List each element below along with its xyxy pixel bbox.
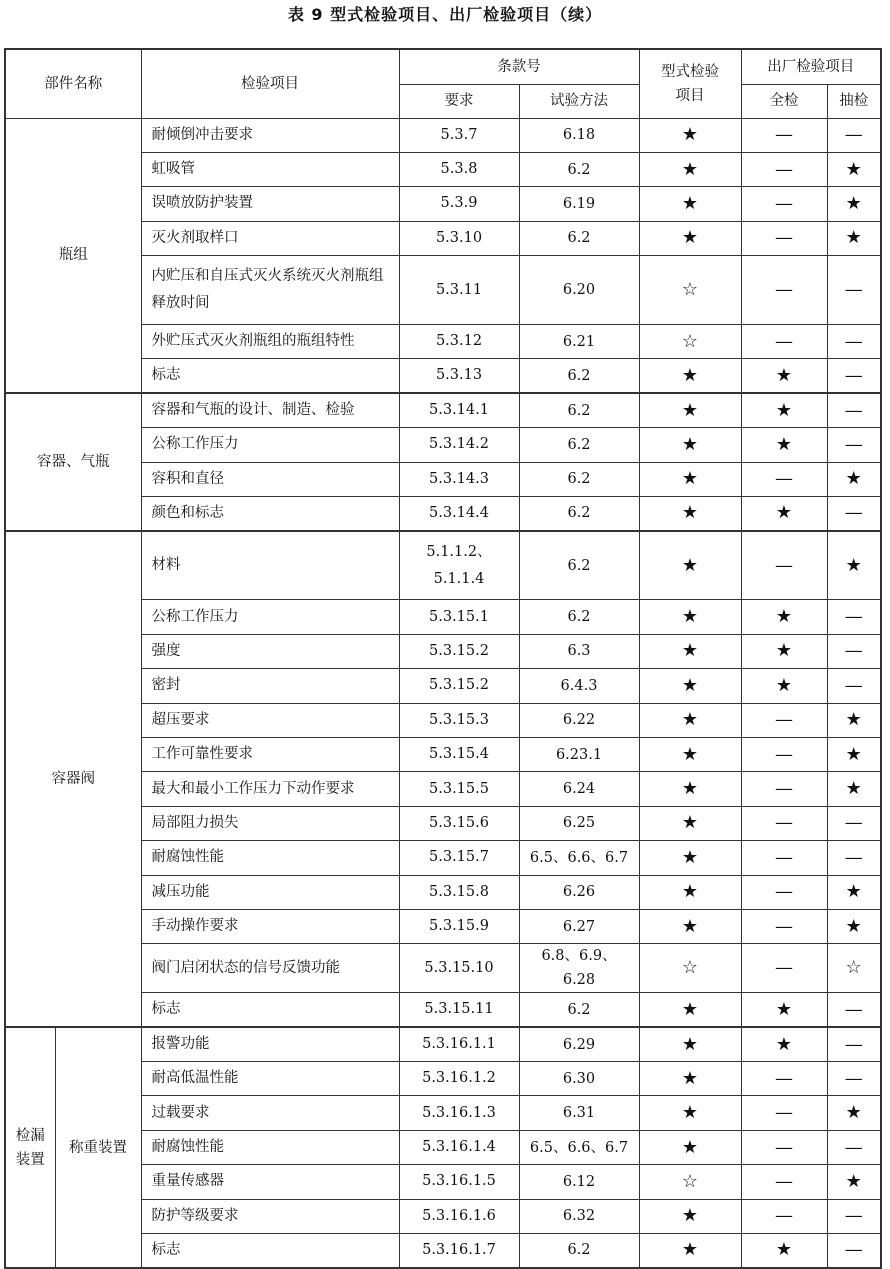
- item-name: 强度: [141, 634, 399, 668]
- requirement-clause: 5.3.16.1.4: [399, 1130, 519, 1164]
- type-test-mark: ★: [639, 1130, 741, 1164]
- table-body: [5, 118, 881, 1268]
- requirement-clause: 5.3.13: [399, 359, 519, 393]
- requirement-clause: 5.3.9: [399, 187, 519, 221]
- type-test-mark: ★: [639, 600, 741, 634]
- item-name: 工作可靠性要求: [141, 737, 399, 771]
- item-name: 标志: [141, 359, 399, 393]
- sample-check-mark: —: [827, 428, 881, 462]
- sample-check-mark: —: [827, 993, 881, 1027]
- item-name: 减压功能: [141, 875, 399, 909]
- type-test-mark: ★: [639, 359, 741, 393]
- full-check-mark: —: [741, 1130, 827, 1164]
- header-requirement: 要求: [399, 84, 519, 118]
- type-test-mark: ★: [639, 703, 741, 737]
- type-test-mark: ★: [639, 993, 741, 1027]
- sample-check-mark: —: [827, 634, 881, 668]
- full-check-mark: —: [741, 1062, 827, 1096]
- header-test-method: 试验方法: [519, 84, 639, 118]
- full-check-mark: ★: [741, 993, 827, 1027]
- test-method-clause: 6.2: [519, 428, 639, 462]
- item-name: 灭火剂取样口: [141, 221, 399, 255]
- table-row: [5, 1027, 881, 1061]
- requirement-clause: 5.3.15.8: [399, 875, 519, 909]
- test-method-clause: 6.32: [519, 1199, 639, 1233]
- test-method-clause: 6.24: [519, 772, 639, 806]
- sample-check-mark: —: [827, 1062, 881, 1096]
- sample-check-mark: —: [827, 806, 881, 840]
- test-method-clause: 6.3: [519, 634, 639, 668]
- full-check-mark: ★: [741, 1234, 827, 1268]
- test-method-clause: 6.2: [519, 462, 639, 496]
- sample-check-mark: —: [827, 600, 881, 634]
- sample-check-mark: —: [827, 256, 881, 325]
- requirement-clause: 5.3.15.2: [399, 634, 519, 668]
- type-test-mark: ★: [639, 428, 741, 462]
- sample-check-mark: ★: [827, 531, 881, 600]
- sample-check-mark: —: [827, 1027, 881, 1061]
- type-test-mark: ★: [639, 841, 741, 875]
- group-container-valve: 容器阀: [5, 531, 141, 1027]
- full-check-mark: ★: [741, 1027, 827, 1061]
- test-method-clause: 6.22: [519, 703, 639, 737]
- requirement-clause: 5.3.14.4: [399, 497, 519, 531]
- sample-check-mark: ★: [827, 703, 881, 737]
- requirement-clause: 5.3.15.10: [399, 944, 519, 993]
- item-name: 公称工作压力: [141, 600, 399, 634]
- sample-check-mark: —: [827, 1199, 881, 1233]
- sample-check-mark: —: [827, 497, 881, 531]
- item-name: 误喷放防护装置: [141, 187, 399, 221]
- requirement-clause: 5.3.10: [399, 221, 519, 255]
- type-test-mark: ★: [639, 909, 741, 943]
- sample-check-mark: ★: [827, 772, 881, 806]
- full-check-mark: —: [741, 944, 827, 993]
- header-sample-check: 抽检: [827, 84, 881, 118]
- table-row: [5, 393, 881, 427]
- type-test-mark: ★: [639, 806, 741, 840]
- requirement-clause: 5.3.8: [399, 152, 519, 186]
- item-name: 过载要求: [141, 1096, 399, 1130]
- sample-check-mark: —: [827, 325, 881, 359]
- inspection-table: [4, 48, 882, 1269]
- item-name: 颜色和标志: [141, 497, 399, 531]
- test-method-clause: 6.12: [519, 1165, 639, 1199]
- requirement-clause: 5.3.15.3: [399, 703, 519, 737]
- full-check-mark: —: [741, 909, 827, 943]
- full-check-mark: ★: [741, 669, 827, 703]
- type-test-mark: ★: [639, 497, 741, 531]
- type-test-mark: ★: [639, 1096, 741, 1130]
- header-clause: 条款号: [399, 49, 639, 84]
- test-method-clause: 6.25: [519, 806, 639, 840]
- type-test-mark: ★: [639, 152, 741, 186]
- test-method-clause: 6.27: [519, 909, 639, 943]
- type-test-mark: ★: [639, 1027, 741, 1061]
- test-method-clause: 6.2: [519, 359, 639, 393]
- item-name: 外贮压式灭火剂瓶组的瓶组特性: [141, 325, 399, 359]
- item-name: 手动操作要求: [141, 909, 399, 943]
- requirement-clause: 5.3.15.5: [399, 772, 519, 806]
- test-method-clause: 6.31: [519, 1096, 639, 1130]
- item-name: 虹吸管: [141, 152, 399, 186]
- header-full-check: 全检: [741, 84, 827, 118]
- sample-check-mark: —: [827, 1234, 881, 1268]
- item-name: 耐腐蚀性能: [141, 841, 399, 875]
- item-name: 超压要求: [141, 703, 399, 737]
- full-check-mark: ★: [741, 600, 827, 634]
- requirement-clause: 5.3.11: [399, 256, 519, 325]
- requirement-clause: 5.3.15.4: [399, 737, 519, 771]
- table-row: [5, 118, 881, 152]
- test-method-clause: 6.5、6.6、6.7: [519, 841, 639, 875]
- item-name: 公称工作压力: [141, 428, 399, 462]
- test-method-clause: 6.30: [519, 1062, 639, 1096]
- test-method-clause: 6.5、6.6、6.7: [519, 1130, 639, 1164]
- test-method-clause: 6.2: [519, 993, 639, 1027]
- item-name: 耐高低温性能: [141, 1062, 399, 1096]
- sample-check-mark: ★: [827, 737, 881, 771]
- full-check-mark: —: [741, 772, 827, 806]
- test-method-clause: 6.2: [519, 152, 639, 186]
- test-method-clause: 6.4.3: [519, 669, 639, 703]
- full-check-mark: —: [741, 256, 827, 325]
- requirement-clause: 5.3.15.9: [399, 909, 519, 943]
- requirement-clause: 5.3.15.6: [399, 806, 519, 840]
- item-name: 重量传感器: [141, 1165, 399, 1199]
- sample-check-mark: ★: [827, 187, 881, 221]
- sample-check-mark: ★: [827, 152, 881, 186]
- type-test-mark: ★: [639, 875, 741, 909]
- type-test-mark: ☆: [639, 325, 741, 359]
- type-test-mark: ☆: [639, 256, 741, 325]
- test-method-clause: 6.2: [519, 393, 639, 427]
- full-check-mark: —: [741, 1165, 827, 1199]
- test-method-clause: 6.2: [519, 1234, 639, 1268]
- requirement-clause: 5.3.12: [399, 325, 519, 359]
- sample-check-mark: ★: [827, 462, 881, 496]
- full-check-mark: —: [741, 737, 827, 771]
- type-test-mark: ★: [639, 1062, 741, 1096]
- item-name: 标志: [141, 1234, 399, 1268]
- item-name: 耐腐蚀性能: [141, 1130, 399, 1164]
- requirement-clause: 5.3.14.2: [399, 428, 519, 462]
- table-title: 表 9 型式检验项目、出厂检验项目（续）: [287, 5, 603, 24]
- full-check-mark: ★: [741, 497, 827, 531]
- item-name: 容积和直径: [141, 462, 399, 496]
- requirement-clause: 5.3.15.11: [399, 993, 519, 1027]
- full-check-mark: —: [741, 841, 827, 875]
- item-name: 局部阻力损失: [141, 806, 399, 840]
- item-name: 容器和气瓶的设计、制造、检验: [141, 393, 399, 427]
- sample-check-mark: ★: [827, 221, 881, 255]
- full-check-mark: —: [741, 152, 827, 186]
- item-name: 防护等级要求: [141, 1199, 399, 1233]
- item-name: 阀门启闭状态的信号反馈功能: [141, 944, 399, 993]
- sample-check-mark: —: [827, 1130, 881, 1164]
- requirement-clause: 5.3.14.3: [399, 462, 519, 496]
- type-test-mark: ★: [639, 634, 741, 668]
- type-test-mark: ★: [639, 118, 741, 152]
- requirement-clause: 5.3.16.1.5: [399, 1165, 519, 1199]
- header-type-test: 型式检验项目: [639, 49, 741, 118]
- full-check-mark: ★: [741, 393, 827, 427]
- full-check-mark: —: [741, 187, 827, 221]
- type-test-mark: ☆: [639, 944, 741, 993]
- type-test-mark: ★: [639, 669, 741, 703]
- requirement-clause: 5.3.16.1.2: [399, 1062, 519, 1096]
- full-check-mark: ★: [741, 359, 827, 393]
- full-check-mark: —: [741, 221, 827, 255]
- requirement-clause: 5.1.1.2、5.1.1.4: [399, 531, 519, 600]
- test-method-clause: 6.2: [519, 497, 639, 531]
- requirement-clause: 5.3.15.7: [399, 841, 519, 875]
- header-part-name: 部件名称: [5, 49, 141, 118]
- type-test-mark: ★: [639, 1199, 741, 1233]
- item-name: 标志: [141, 993, 399, 1027]
- sample-check-mark: —: [827, 669, 881, 703]
- group-bottle-set: 瓶组: [5, 118, 141, 393]
- type-test-mark: ★: [639, 393, 741, 427]
- test-method-clause: 6.20: [519, 256, 639, 325]
- test-method-clause: 6.29: [519, 1027, 639, 1061]
- full-check-mark: —: [741, 875, 827, 909]
- test-method-clause: 6.2: [519, 531, 639, 600]
- item-name: 材料: [141, 531, 399, 600]
- test-method-clause: 6.18: [519, 118, 639, 152]
- full-check-mark: —: [741, 1096, 827, 1130]
- sample-check-mark: —: [827, 393, 881, 427]
- header-factory-test: 出厂检验项目: [741, 49, 881, 84]
- type-test-mark: ★: [639, 531, 741, 600]
- requirement-clause: 5.3.15.1: [399, 600, 519, 634]
- item-name: 报警功能: [141, 1027, 399, 1061]
- full-check-mark: ★: [741, 634, 827, 668]
- requirement-clause: 5.3.14.1: [399, 393, 519, 427]
- item-name: 内贮压和自压式灭火系统灭火剂瓶组释放时间: [141, 256, 399, 325]
- requirement-clause: 5.3.16.1.1: [399, 1027, 519, 1061]
- item-name: 耐倾倒冲击要求: [141, 118, 399, 152]
- test-method-clause: 6.23.1: [519, 737, 639, 771]
- subgroup-weighing-device: 称重装置: [55, 1027, 141, 1268]
- item-name: 最大和最小工作压力下动作要求: [141, 772, 399, 806]
- table-row: [5, 531, 881, 600]
- group-container-cylinder: 容器、气瓶: [5, 393, 141, 531]
- test-method-clause: 6.2: [519, 600, 639, 634]
- type-test-mark: ★: [639, 221, 741, 255]
- full-check-mark: —: [741, 806, 827, 840]
- sample-check-mark: ★: [827, 875, 881, 909]
- test-method-clause: 6.2: [519, 221, 639, 255]
- type-test-mark: ★: [639, 1234, 741, 1268]
- type-test-mark: ★: [639, 187, 741, 221]
- full-check-mark: —: [741, 325, 827, 359]
- sample-check-mark: —: [827, 118, 881, 152]
- requirement-clause: 5.3.16.1.6: [399, 1199, 519, 1233]
- full-check-mark: —: [741, 531, 827, 600]
- sample-check-mark: —: [827, 841, 881, 875]
- test-method-clause: 6.19: [519, 187, 639, 221]
- full-check-mark: —: [741, 1199, 827, 1233]
- type-test-mark: ★: [639, 462, 741, 496]
- header-item: 检验项目: [141, 49, 399, 118]
- item-name: 密封: [141, 669, 399, 703]
- type-test-mark: ★: [639, 772, 741, 806]
- sample-check-mark: ★: [827, 1096, 881, 1130]
- test-method-clause: 6.8、6.9、6.28: [519, 944, 639, 993]
- sample-check-mark: ★: [827, 909, 881, 943]
- full-check-mark: —: [741, 118, 827, 152]
- sample-check-mark: ☆: [827, 944, 881, 993]
- requirement-clause: 5.3.7: [399, 118, 519, 152]
- requirement-clause: 5.3.16.1.3: [399, 1096, 519, 1130]
- sample-check-mark: ★: [827, 1165, 881, 1199]
- type-test-mark: ☆: [639, 1165, 741, 1199]
- full-check-mark: —: [741, 462, 827, 496]
- sample-check-mark: —: [827, 359, 881, 393]
- group-leak-detection: 检漏装置: [5, 1027, 55, 1268]
- requirement-clause: 5.3.16.1.7: [399, 1234, 519, 1268]
- full-check-mark: ★: [741, 428, 827, 462]
- requirement-clause: 5.3.15.2: [399, 669, 519, 703]
- full-check-mark: —: [741, 703, 827, 737]
- type-test-mark: ★: [639, 737, 741, 771]
- test-method-clause: 6.26: [519, 875, 639, 909]
- test-method-clause: 6.21: [519, 325, 639, 359]
